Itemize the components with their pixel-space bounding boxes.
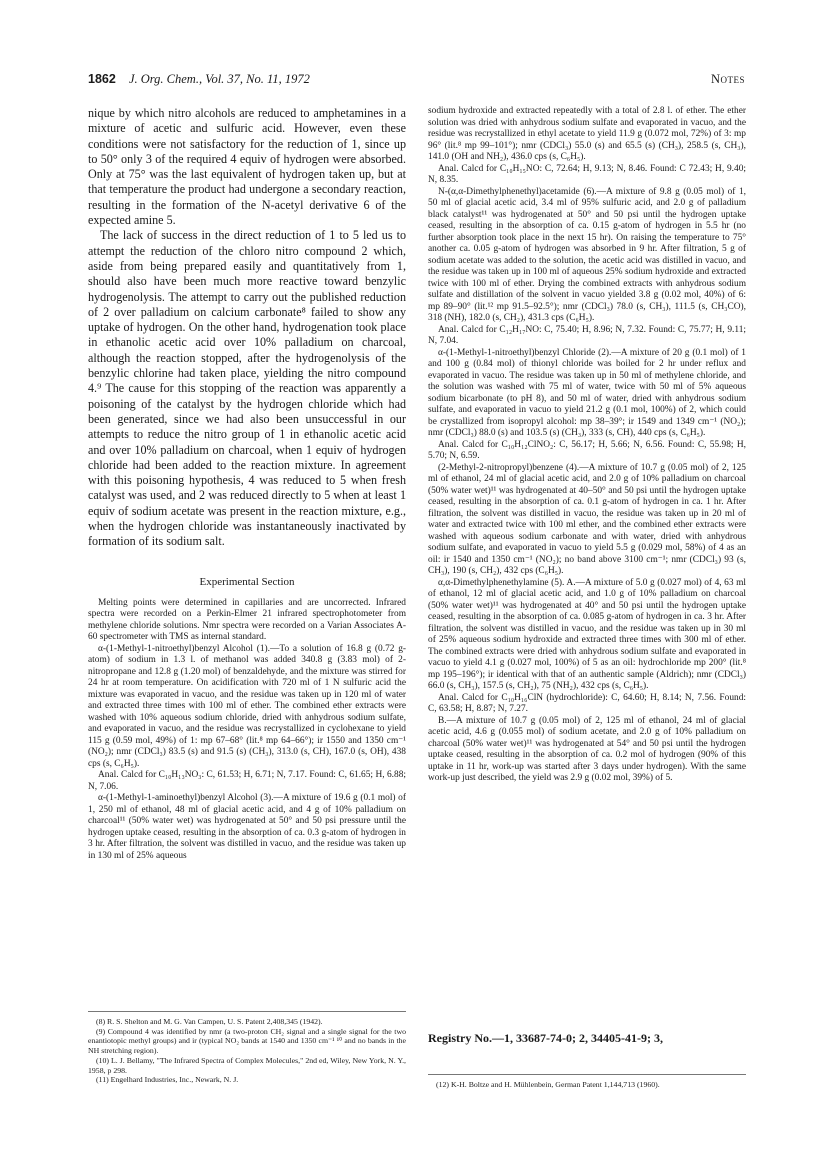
analysis-paragraph: Anal. Calcd for C₁₀H₁₂ClNO₂: C, 56.17; H, 5.66; N, 6.56. Found: C, 55.98; H, 5.70; N, 6.59. (428, 439, 746, 461)
footnote: (11) Engelhard Industries, Inc., Newark, N. J. (96, 1075, 239, 1085)
body-paragraph: The lack of success in the direct reduction of 1 to 5 led us to attempt the reduction of the chloro nitro compound 2 which, aside from being prepared easily and quantitatively from 1, should also have been much more reactive toward benzylic hydrogenolysis. The attempt to carry out the published reduction of 2 over palladium on calcium carbonate⁸ failed to show any uptake of hydrogen. On the other hand, hydrogenation took place in ethanolic acetic acid over 10% palladium on charcoal, although the reaction stopped, after the hydrogenolysis of the benzylic chlorine had taken place, yielding the nitro compound 4.⁹ The cause for this stopping of the reaction was apparently a poisoning of the catalyst by the hydrogen chloride which had been generated, since we had also been unsuccessful in our attempts to reduce the nitro group of 1 in ethanolic acetic acid and over 10% palladium on charcoal, when 1 equiv of hydrogen chloride had been added to the reaction mixture. In agreement with this poisoning hypothesis, 4 was reduced to 5 when fresh catalyst was used, and 2 was reduced directly to 5 when at least 1 equiv of sodium acetate was present in the reaction mixture, e.g., when the hydrogen chloride was instantaneously inactivated by formation of its sodium salt. (88, 228, 406, 549)
journal-citation: J. Org. Chem., Vol. 37, No. 11, 1972 (128, 72, 310, 86)
analysis-paragraph: Anal. Calcd for C₁₀H₁₃NO₃: C, 61.53; H, 6.71; N, 7.17. Found: C, 61.65; H, 6.88; N, 7.06. (88, 770, 406, 792)
footnotes-left (88, 1011, 406, 1085)
footnotes-right (428, 1074, 746, 1090)
experimental-paragraph: α-(1-Methyl-1-aminoethyl)benzyl Alcohol (3).—A mixture of 19.6 g (0.1 mol) of 1, 250 ml of ethanol, 48 ml of glacial acetic acid, and 4 g of 10% palladium on charcoal¹¹ (50% water wet) was hydrogenated at 50° and 50 psi pressure until the hydrogen uptake ceased, resulting in the absorption of ca. 0.3 g-atom of hydrogen in 3 hr. After filtration, the solvent was distilled in vacuo, and the residue was taken up in 130 ml of 25% aqueous (88, 793, 406, 861)
experimental-paragraph: N-(α,α-Dimethylphenethyl)acetamide (6).—A mixture of 9.8 g (0.05 mol) of 1, 50 ml of glacial acetic acid, 3.4 ml of 95% sulfuric acid, and 2.0 g of palladium black catalyst¹¹ was hydrogenated at 50° and 50 psi until the hydrogen uptake ceased, resulting in the absorption of ca. 0.15 g-atom of hydrogen in 5.5 hr (no further absorption took place in the next 15 hr). On raising the temperature to 75° another ca. 0.05 g-atom of hydrogen was absorbed in 9 hr. After filtration, 5 g of sodium acetate was added to the solution, the acetic acid was distilled in vacuo, and the residue was taken up in 100 ml of aqueous 25% sodium hydroxide and extracted twice with 100 ml of ether. Drying the combined extracts with anhydrous sodium sulfate and distillation of the solvent in vacuo yielded 3.8 g (0.02 mol, 40%) of 6: mp 89–90° (lit.¹² mp 91.5–92.5°); nmr (CDCl₃) 78.0 (s, CH₃), 111.5 (s, CH₃CO), 318 (NH), 182.0 (s, CH₂), 431.3 cps (C₆H₅). (428, 186, 746, 323)
analysis-paragraph: Anal. Calcd for C₁₀H₁₆ClN (hydrochloride): C, 64.60; H, 8.14; N, 7.56. Found: C, 63.58; H, 8.87; N, 7.27. (428, 692, 746, 714)
analysis-paragraph: Anal. Calcd for C₁₂H₁₇NO: C, 75.40; H, 8.96; N, 7.32. Found: C, 75.77; H, 9.11; N, 7.04. (428, 324, 746, 346)
experimental-paragraph: (2-Methyl-2-nitropropyl)benzene (4).—A mixture of 10.7 g (0.05 mol) of 2, 125 ml of ethanol, 24 ml of glacial acetic acid, and 2.0 g of 10% palladium on charcoal (50% water wet)¹¹ was hydrogenated at 40–50° and 50 psi until the hydrogen uptake ceased, resulting in the absorption of ca. 0.1 g-atom of hydrogen in ca. 1 hr. After filtration, the solvent was distilled in vacuo, the residue was taken up in 20 ml of water and extracted twice with 100 ml ether, and the combined ether extracts were washed with aqueous sodium carbonate and with water, dried with anhydrous sodium sulfate, and evaporated in vacuo to yield 5.5 g (0.029 mol, 58%) of 4 as an oil: ir 1540 and 1350 cm⁻¹ (NO₂); no band above 3100 cm⁻¹; nmr (CDCl₃) 93 (s, CH₃), 190 (s, CH₂), 432 cps (C₆H₅). (428, 462, 746, 576)
body-paragraph: nique by which nitro alcohols are reduced to amphetamines in a mixture of acetic and sulfuric acid. However, even these conditions were not satisfactory for the reduction of 1, since up to 50° only 3 of the required 4 equiv of hydrogen were absorbed. Only at 75° was the last equivalent of hydrogen taken up, but at that temperature the product had undergone a secondary reaction, resulting in the formation of the N-acetyl derivative 6 of the expected amine 5. (88, 106, 406, 228)
experimental-paragraph: sodium hydroxide and extracted repeatedly with a total of 2.8 l. of ether. The ether solution was dried with anhydrous sodium sulfate and evaporated in vacuo, and the residue was recrystallized in ethyl acetate to yield 11.9 g (0.072 mol, 72%) of 3: mp 96° (lit.⁸ mp 99–101°); nmr (CDCl₃) 55.0 (s) and 65.5 (s) (CH₃), 258.5 (s, CH₃), 141.0 (OH and NH₂), 436.0 cps (s, C₆H₅). (428, 106, 746, 162)
experimental-paragraph: α-(1-Methyl-1-nitroethyl)benzyl Chloride (2).—A mixture of 20 g (0.1 mol) of 1 and 100 g (0.84 mol) of thionyl chloride was boiled for 2 hr under reflux and evaporated in vacuo. The residue was taken up in 50 ml of methylene chloride, and the solution was washed with 75 ml of water, twice with 50 ml of 5% aqueous sodium bicarbonate (to pH 8), and 50 ml of water, dried with anhydrous sodium sulfate, and evaporated in vacuo to yield 21.2 g (0.1 mol, 100%) of 2, which could be crystallized from isopropyl alcohol: mp 38–39°; ir 1549 and 1349 cm⁻¹ (NO₂); nmr (CDCl₃) 88.0 (s) and 103.5 (s) (CH₃), 333 (s, CH), 440 cps (s, C₆H₅). (428, 347, 746, 438)
footnote: (8) R. S. Shelton and M. G. Van Campen, U. S. Patent 2,408,345 (1942). (96, 1017, 323, 1026)
experimental-paragraph: α,α-Dimethylphenethylamine (5). A.—A mixture of 5.0 g (0.027 mol) of 4, 63 ml of ethanol, 12 ml of glacial acetic acid, and 1.0 g of 10% palladium on charcoal (50% water wet)¹¹ was hydrogenated at 40° and 50 psi until the hydrogen uptake ceased, resulting in the absorption of ca. 0.085 g-atom of hydrogen in ca. 3 hr. After filtration, the solvent was distilled in vacuo, and the residue was taken up in 30 ml of 25% aqueous sodium hydroxide and extracted three times with 300 ml of ether. The combined extracts were dried with anhydrous sodium sulfate and evaporated in vacuo to yield 4.1 g (0.027 mol, 100%) of 5 as an oil: hydrochloride mp 200° (lit.⁸ mp 195–196°); ir identical with that of an authentic sample (Aldrich); nmr (CDCl₃) 66.0 (s, CH₃), 157.5 (s, CH₂), 75 (NH₂), 432 cps (s, C₆H₅). (428, 577, 746, 691)
experimental-paragraph: B.—A mixture of 10.7 g (0.05 mol) of 2, 125 ml of ethanol, 24 ml of glacial acetic acid, 4.6 g (0.055 mol) of sodium acetate, and 2.0 g of 10% palladium on charcoal (50% water wet)¹¹ was hydrogenated at 54° and 50 psi until the hydrogen uptake ceased, resulting in the absorption of ca. 0.2 mol of hydrogen (90% of this uptake in 11 hr, work-up was started after 3 days under hydrogen). With the same work-up just described, the yield was 2.9 g (0.02 mol, 39%) of 5. (428, 715, 746, 783)
section-heading: Experimental Section (199, 575, 295, 588)
analysis-paragraph: Anal. Calcd for C₁₀H₁₅NO: C, 72.64; H, 9.13; N, 8.46. Found: C 72.43; H, 9.40; N, 8.35. (428, 163, 746, 185)
footnote: (12) K-H. Boltze and H. Mühlenbein, German Patent 1,144,713 (1960). (436, 1080, 660, 1089)
section-label: Notes (710, 72, 745, 86)
left-column (88, 106, 406, 862)
experimental-paragraph: Melting points were determined in capillaries and are uncorrected. Infrared spectra were recorded on a Perkin-Elmer 21 infrared spectrophotometer from methylene chloride solutions. Nmr spectra were recorded on a Varian Associates A-60 spectrometer with TMS as internal standard. (88, 597, 406, 643)
right-column (428, 106, 746, 785)
footnote: (10) L. J. Bellamy, "The Infrared Spectra of Complex Molecules," 2nd ed, Wiley, New York, N. Y., 1958, p 298. (88, 1055, 406, 1075)
page-number: 1862 (88, 72, 116, 86)
registry-numbers: Registry No.—1, 33687-74-0; 2, 34405-41-9; 3, (428, 1031, 663, 1045)
footnote: (9) Compound 4 was identified by nmr (a two-proton CH₂ signal and a single signal for the two enantiotopic methyl groups) and ir (typical NO₂ bands at 1540 and 1350 cm⁻¹ ¹⁰ and no bands in the NH stretching region). (88, 1026, 406, 1056)
page-header (88, 72, 745, 90)
experimental-paragraph: α-(1-Methyl-1-nitroethyl)benzyl Alcohol (1).—To a solution of 16.8 g (0.72 g-atom) of sodium in 1.3 l. of methanol was added 340.8 g (3.83 mol) of 2-nitropropane and 12.8 g (1.20 mol) of benzaldehyde, and the mixture was stirred for 24 hr at room temperature. On acidification with 720 ml of 1 N sulfuric acid the mixture was evaporated in vacuo, and the residue was taken up in 120 ml of water and extracted three times with 100 ml of ether. The combined ether extracts were washed with 10% aqueous sodium chloride, dried with anhydrous sodium sulfate, and evaporated in vacuo, and the residue was recrystallized in cyclohexane to yield 115 g (0.59 mol, 49%) of 1: mp 67–68° (lit.⁸ mp 64–66°); ir 1550 and 1350 cm⁻¹ (NO₂); nmr (CDCl₃) 83.5 (s) and 91.5 (s) (CH₃), 313.0 (s, CH), 167.0 (s, OH), 438 cps (s, C₆H₅). (88, 643, 406, 769)
